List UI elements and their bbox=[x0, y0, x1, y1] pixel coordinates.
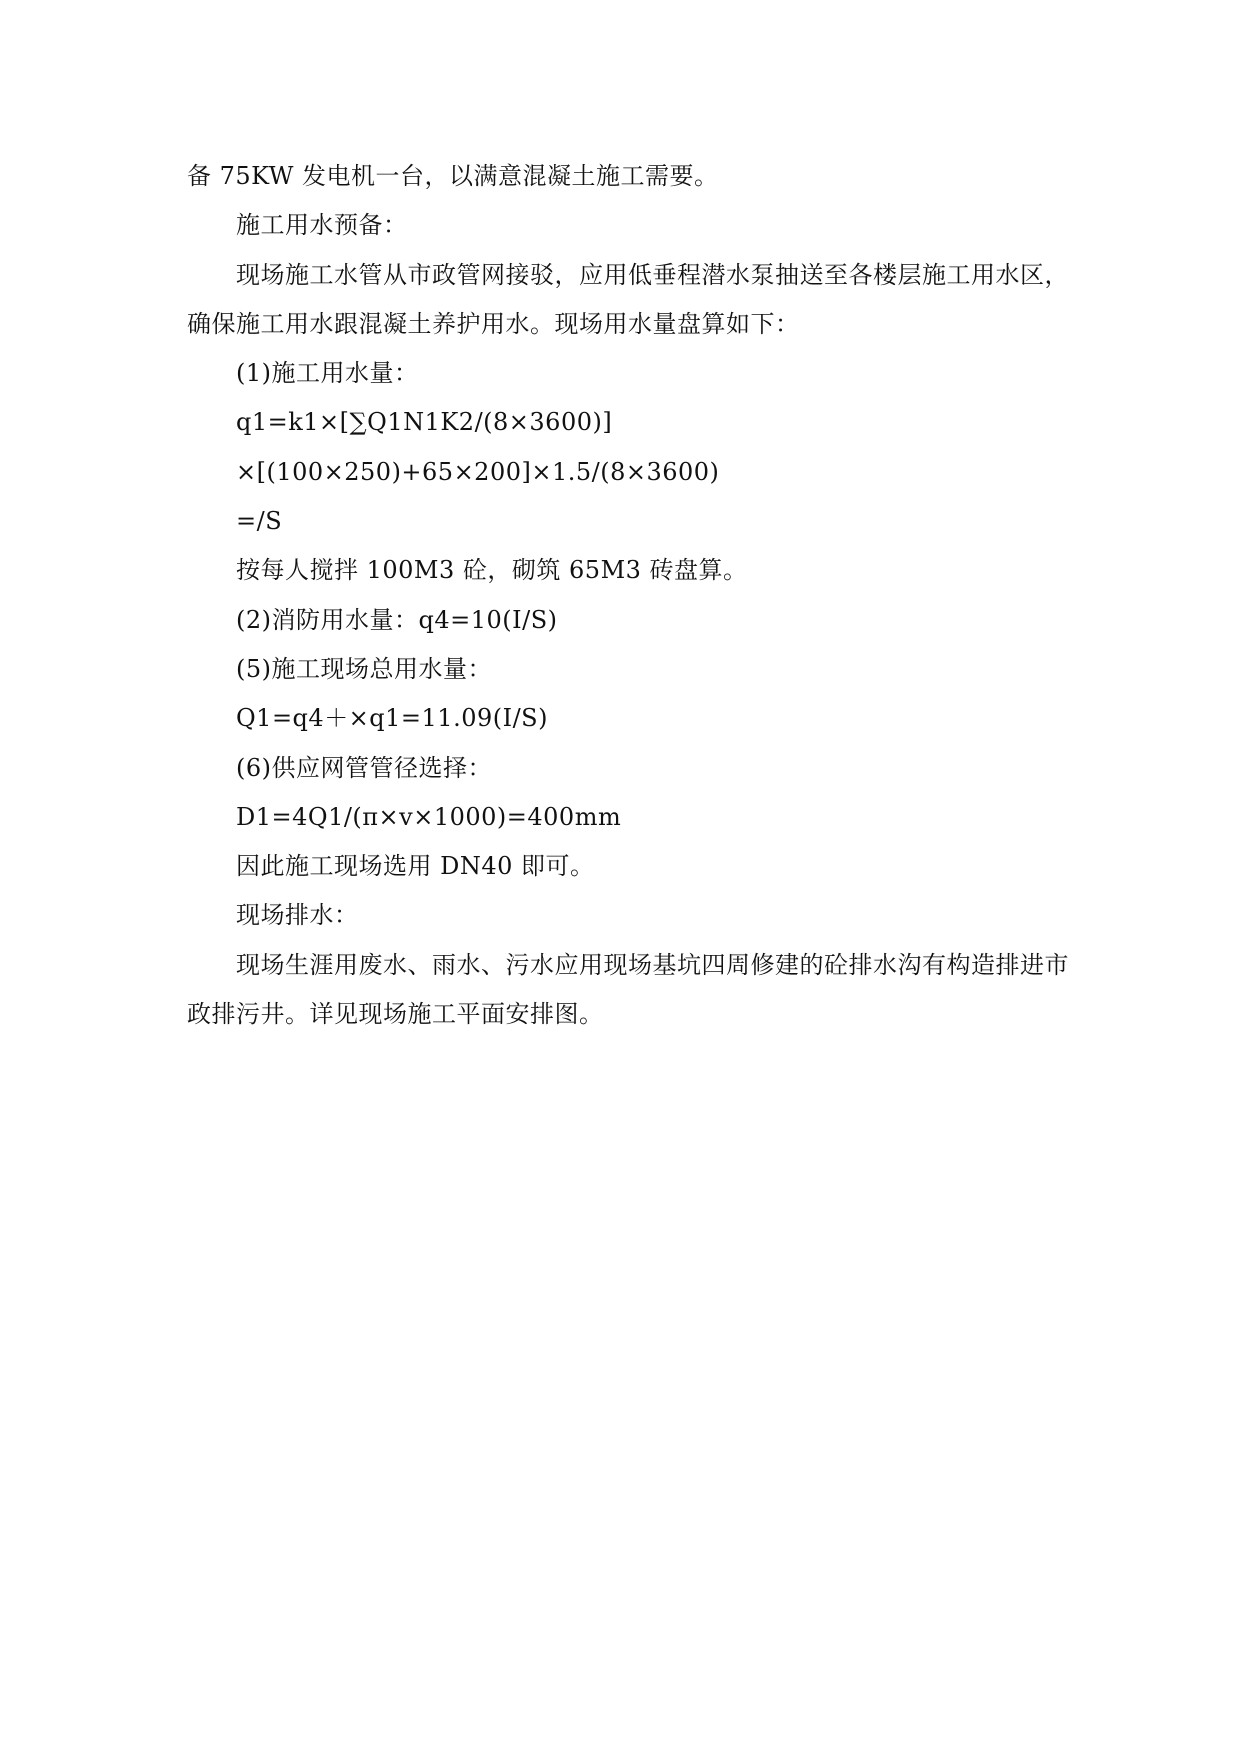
paragraph-line: 确保施工用水跟混凝土养护用水。现场用水量盘算如下： bbox=[187, 309, 800, 338]
item-heading: (6)供应网管管径选择： bbox=[236, 753, 492, 782]
formula-line: Q1=q4＋×q1=11.09(I/S) bbox=[236, 704, 548, 733]
paragraph-line: 现场施工水管从市政管网接驳，应用低垂程潜水泵抽送至各楼层施工用水区， bbox=[236, 260, 1069, 289]
section-heading-drainage: 现场排水： bbox=[236, 901, 359, 930]
item-heading: (5)施工现场总用水量： bbox=[236, 654, 492, 683]
item-heading: (1)施工用水量： bbox=[236, 359, 419, 388]
formula-line: ×[(100×250)+65×200]×1.5/(8×3600) bbox=[236, 457, 720, 486]
formula-line: D1=4Q1/(π×v×1000)=400mm bbox=[236, 802, 622, 831]
paragraph-line: 现场生涯用废水、雨水、污水应用现场基坑四周修建的砼排水沟有构造排进市 bbox=[236, 950, 1069, 979]
conclusion-line: 因此施工现场选用 DN40 即可。 bbox=[236, 852, 595, 881]
text-line: 备 75KW 发电机一台，以满意混凝土施工需要。 bbox=[187, 162, 719, 190]
formula-result: =/S bbox=[236, 507, 283, 536]
note-line: 按每人搅拌 100M3 砼，砌筑 65M3 砖盘算。 bbox=[236, 556, 748, 585]
section-heading-water-supply: 施工用水预备： bbox=[236, 211, 408, 240]
formula-line: q1=k1×[∑Q1N1K2/(8×3600)] bbox=[236, 408, 613, 437]
document-body bbox=[187, 152, 1087, 1039]
paragraph-line: 政排污井。详见现场施工平面安排图。 bbox=[187, 1000, 604, 1029]
item-heading: (2)消防用水量：q4=10(I/S) bbox=[236, 605, 558, 634]
